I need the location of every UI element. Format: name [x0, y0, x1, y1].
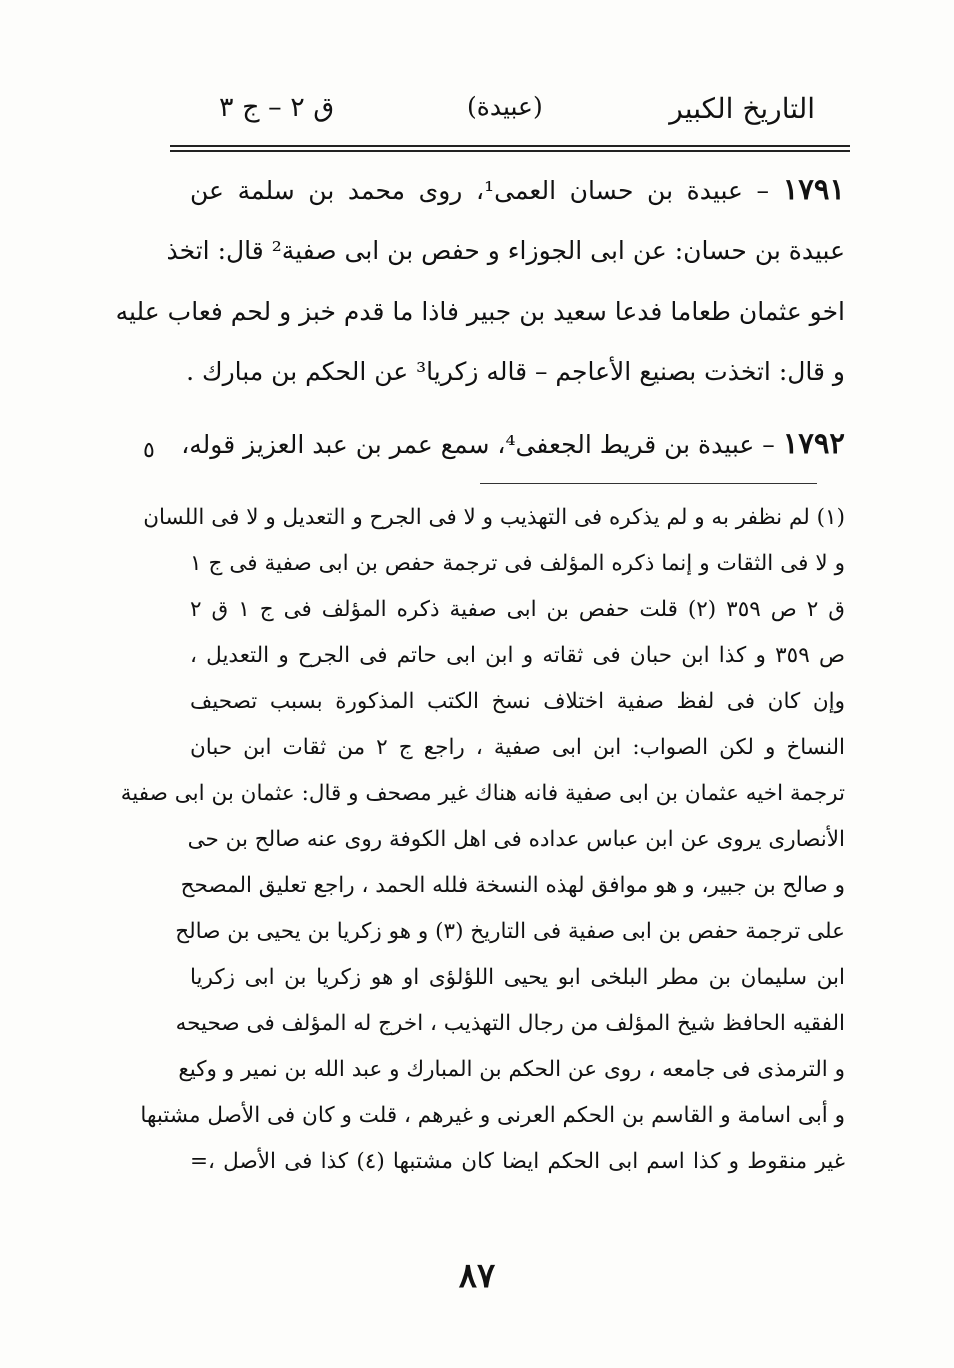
footnote-line: غير منقوط و كذا اسم ابى الحكم ايضا كان مشتبها (٤) كذا فى الأصل ،= [190, 1149, 845, 1174]
main-line: عبيدة بن حسان: عن ابى الجوزاء و حفص بن ابى صفية² قال: اتخذ [166, 236, 845, 265]
main-line: اخو عثمان طعاما فدعا سعيد بن جبير فاذا ما قدم خبز و لحم فعاب عليه [115, 297, 845, 326]
footnote-line: الأنصارى يروى عن ابن عباس عداده فى اهل الكوفة روى عنه صالح بن حى [187, 827, 845, 852]
footnote-line: ق ٢ ص ٣٥٩ (٢) قلت حفص بن ابى صفية ذكره المؤلف فى ج ١ ق ٢ [190, 597, 845, 622]
volume-part: ق ٢ – ج ٣ [219, 92, 335, 123]
footnote-separator [480, 483, 817, 484]
footnote-line: و أبى اسامة و القاسم بن الحكم العرنى و غيرهم ، قلت و كان فى الأصل مشتبها [140, 1103, 845, 1128]
entry-number: ١٧٩٢ [782, 426, 845, 460]
footnote-line: ص ٣٥٩ و كذا ابن حبان فى ثقاته و ابن ابى حاتم فى الجرح و التعديل ، [190, 643, 845, 668]
main-line: و قال: اتخذت بصنيع الأعاجم – قاله زكريا³ عن الحكم بن مبارك . [186, 357, 845, 386]
footnote-line: ترجمة اخيه عثمان بن ابى صفية فانه هناك غير مصحف و قال: عثمان بن ابى صفية [120, 781, 845, 806]
entry-number: ١٧٩١ [782, 172, 845, 206]
footnote-line: و الترمذى فى جامعه ، روى عن الحكم بن المبارك و عبد الله بن نمير و وكيع [178, 1057, 845, 1082]
main-line: ١٧٩٢ – عبيدة بن قريط الجعفى⁴، سمع عمر بن عبد العزيز قوله، [181, 426, 845, 460]
footnote-line: (١) لم نظفر به و لم يذكره فى التهذيب و لا فى الجرح و التعديل و لا فى اللسان [143, 505, 845, 530]
footnote-line: على ترجمة حفص بن ابى صفية فى التاريخ (٣) و هو زكريا بن يحيى بن صالح [175, 919, 845, 944]
running-header [175, 84, 843, 132]
footnote-line: وإن كان فى لفظ صفية اختلاف نسخ الكتب المذكورة بسبب تصحيف [190, 689, 845, 714]
footnote-line: و لا فى الثقات و إنما ذكره المؤلف فى ترجمة حفص بن ابى صفية فى ج ١ [190, 551, 845, 576]
margin-line-number: ٥ [143, 438, 155, 463]
page-number: ٨٧ [458, 1256, 496, 1296]
footnote-line: و صالح بن جبير، و هو موافق لهذه النسخة فلله الحمد ، راجع تعليق المصحح [180, 873, 845, 898]
main-line: ١٧٩١ – عبيدة بن حسان العمى¹، روى محمد بن سلمة عن [190, 172, 845, 206]
header-rule-top [170, 145, 850, 147]
footnote-line: النساخ و لكن الصواب: ابن ابى صفية ، راجع ج ٢ من ثقات ابن حبان [190, 735, 846, 760]
footnote-line: الفقيه الحافظ شيخ المؤلف من رجال التهذيب ، اخرج له المؤلف فى صحيحه [175, 1011, 845, 1036]
entry-name: (عبيدة) [467, 92, 543, 121]
footnote-line: ابن سليمان بن مطر البلخى ابو يحيى اللؤلؤى او هو زكريا بن ابى زكريا [190, 965, 845, 990]
header-rule-bottom [170, 150, 850, 152]
book-title: التاريخ الكبير [669, 92, 815, 125]
